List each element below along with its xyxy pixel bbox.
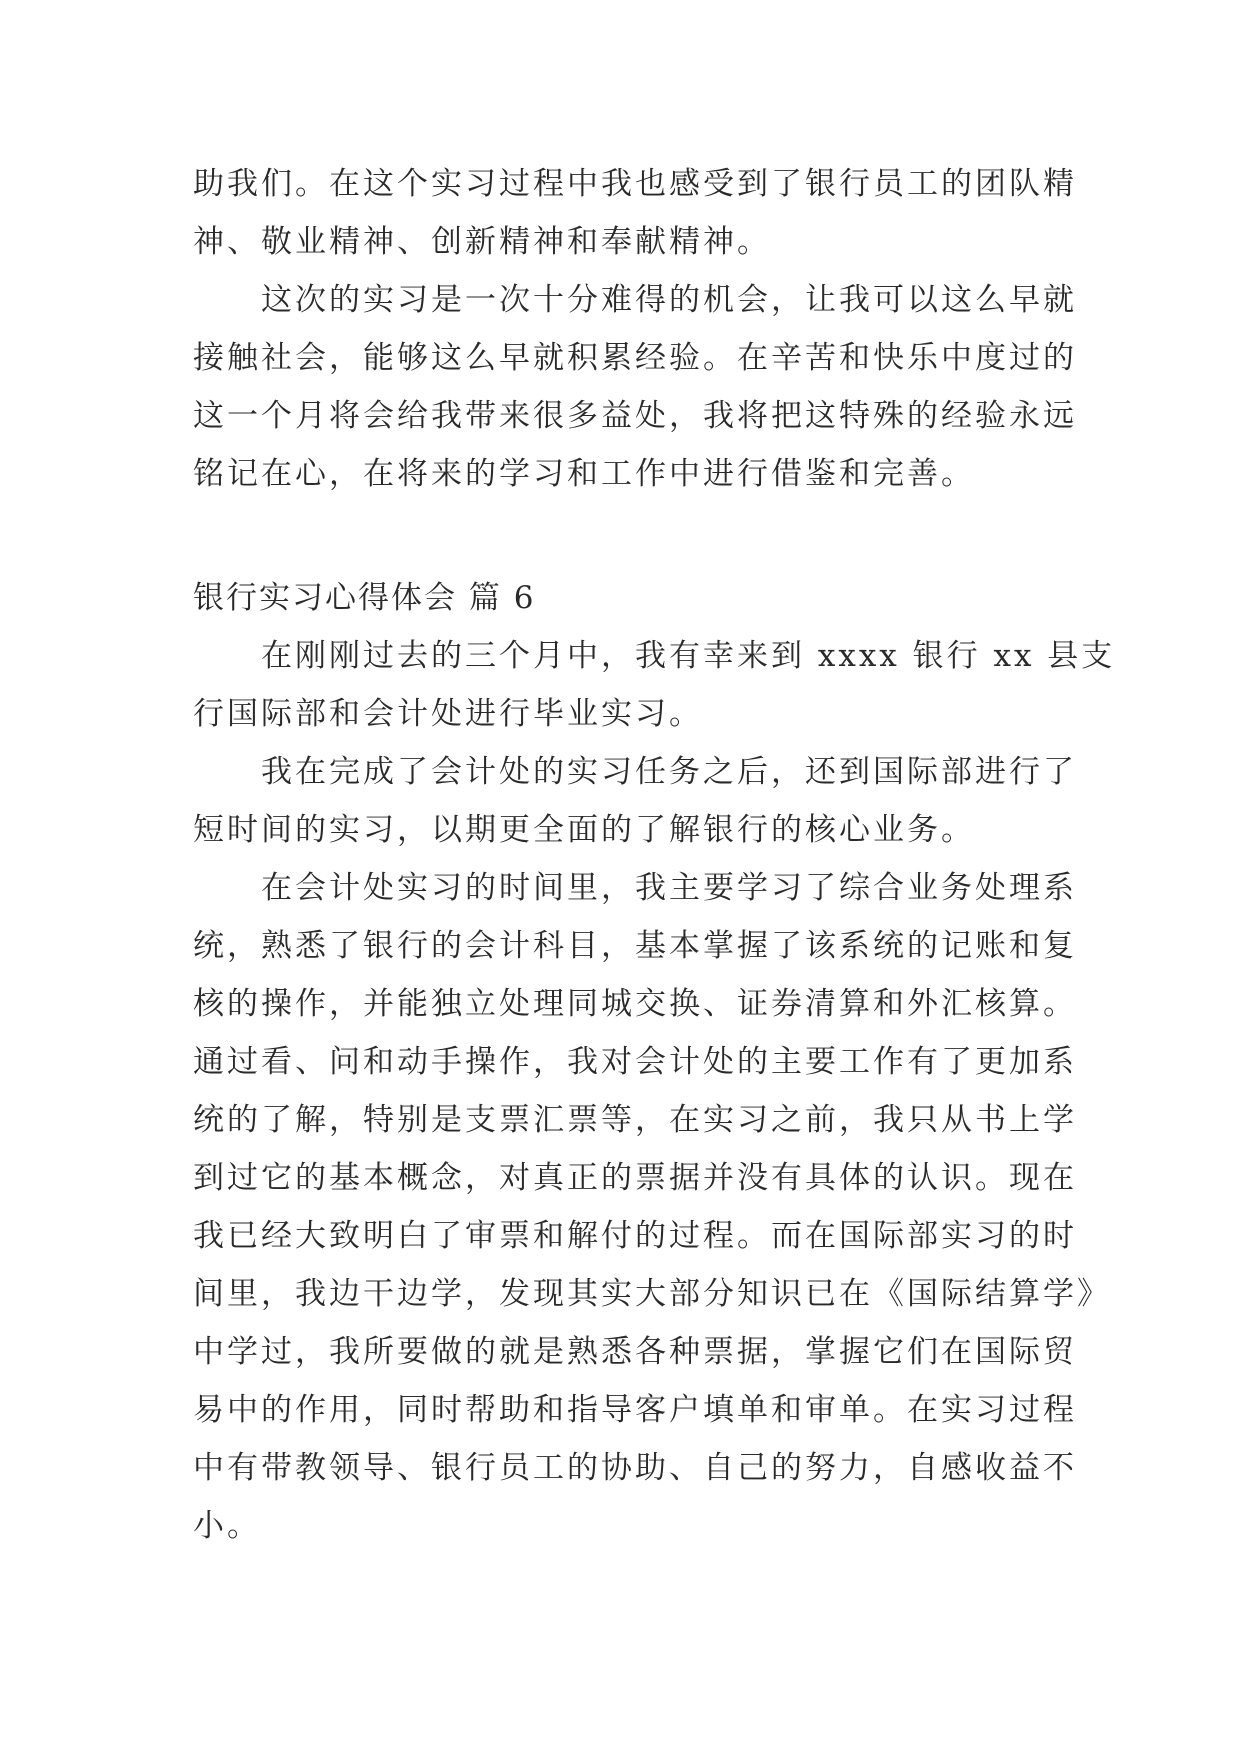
section-paragraph-3-line-6: 到过它的基本概念，对真正的票据并没有具体的认识。现在 (193, 1160, 1077, 1196)
section-paragraph-3-line-1: 在会计处实习的时间里，我主要学习了综合业务处理系 (193, 870, 1077, 906)
section-paragraph-3-line-5: 统的了解，特别是支票汇票等，在实习之前，我只从书上学 (193, 1102, 1077, 1138)
paragraph-2-line-3: 这一个月将会给我带来很多益处，我将把这特殊的经验永远 (193, 398, 1077, 434)
section-paragraph-1-line-2: 行国际部和会计处进行毕业实习。 (193, 696, 703, 732)
paragraph-1-line-1: 助我们。在这个实习过程中我也感受到了银行员工的团队精 (193, 166, 1077, 202)
section-paragraph-2-line-1: 我在完成了会计处的实习任务之后，还到国际部进行了 (193, 754, 1077, 790)
section-paragraph-3-line-2: 统，熟悉了银行的会计科目，基本掌握了该系统的记账和复 (193, 928, 1077, 964)
section-paragraph-3-line-4: 通过看、问和动手操作，我对会计处的主要工作有了更加系 (193, 1044, 1077, 1080)
section-paragraph-3-line-9: 中学过，我所要做的就是熟悉各种票据，掌握它们在国际贸 (193, 1334, 1077, 1370)
section-paragraph-2-line-2: 短时间的实习，以期更全面的了解银行的核心业务。 (193, 812, 975, 848)
paragraph-2-line-4: 铭记在心，在将来的学习和工作中进行借鉴和完善。 (193, 456, 975, 492)
section-paragraph-3-line-3: 核的操作，并能独立处理同城交换、证券清算和外汇核算。 (193, 986, 1077, 1022)
section-paragraph-3-line-7: 我已经大致明白了审票和解付的过程。而在国际部实习的时 (193, 1218, 1077, 1254)
section-paragraph-3-line-10: 易中的作用，同时帮助和指导客户填单和审单。在实习过程 (193, 1392, 1077, 1428)
paragraph-2-line-1: 这次的实习是一次十分难得的机会，让我可以这么早就 (193, 282, 1077, 318)
section-paragraph-3-line-11: 中有带教领导、银行员工的协助、自己的努力，自感收益不 (193, 1450, 1077, 1486)
section-paragraph-3-line-12: 小。 (193, 1508, 261, 1544)
paragraph-2-line-2: 接触社会，能够这么早就积累经验。在辛苦和快乐中度过的 (193, 340, 1077, 376)
section-paragraph-1-line-1: 在刚刚过去的三个月中，我有幸来到 xxxx 银行 xx 县支 (193, 638, 1116, 674)
section-heading: 银行实习心得体会 篇 6 (193, 580, 536, 616)
paragraph-1-line-2: 神、敬业精神、创新精神和奉献精神。 (193, 224, 771, 260)
section-paragraph-3-line-8: 间里，我边干边学，发现其实大部分知识已在《国际结算学》 (193, 1276, 1111, 1312)
